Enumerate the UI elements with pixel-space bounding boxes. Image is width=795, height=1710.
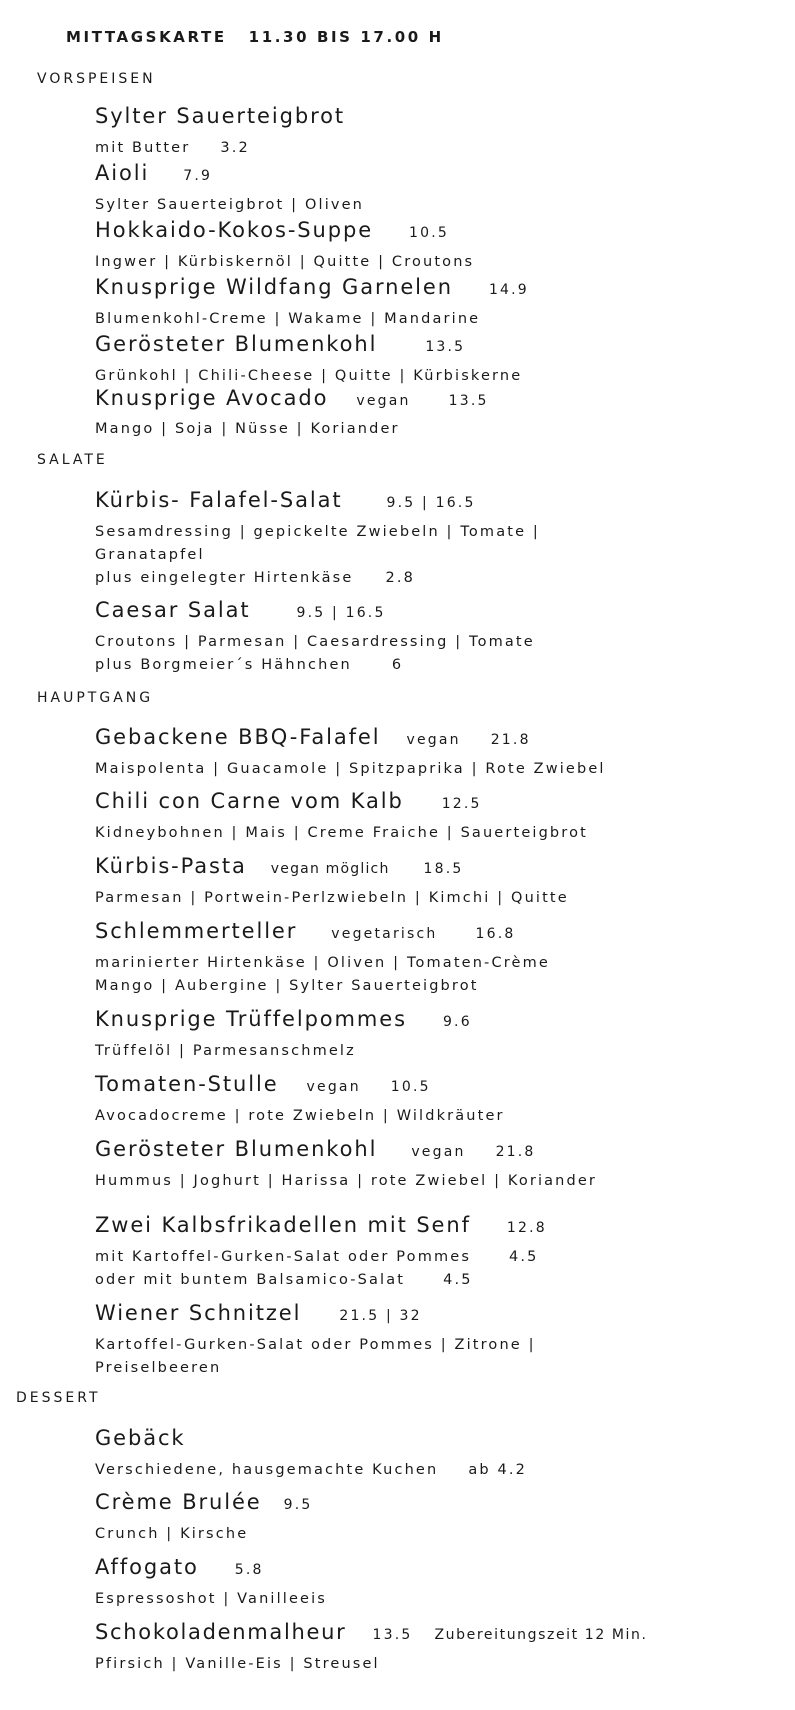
- item-price: 13.5: [425, 339, 466, 355]
- item-price: 18.5: [423, 861, 464, 877]
- item-name: Sylter Sauerteigbrot: [95, 104, 346, 128]
- item-desc: Mango | Soja | Nüsse | Koriander: [95, 421, 400, 437]
- item-desc: Sesamdressing | gepickelte Zwiebeln | Tomate |: [95, 524, 540, 540]
- item-price: 21.8: [495, 1144, 536, 1160]
- item-price: 9.5: [283, 1497, 313, 1513]
- item-price: 10.5: [409, 225, 449, 241]
- menu-item: [95, 856, 464, 877]
- item-name: Gebäck: [95, 1426, 186, 1450]
- item-price: 3.2: [220, 140, 250, 156]
- item-desc: mit Kartoffel-Gurken-Salat oder Pommes 4.5: [95, 1249, 539, 1265]
- menu-item: [95, 1215, 547, 1236]
- item-desc: Crunch | Kirsche: [95, 1526, 249, 1542]
- menu-item: [95, 1074, 431, 1095]
- item-price: 2.8: [385, 570, 415, 586]
- item-desc: Sylter Sauerteigbrot | Oliven: [95, 197, 365, 213]
- item-price: 5.8: [234, 1562, 264, 1578]
- item-price: 16.8: [475, 926, 516, 942]
- menu-item: [95, 388, 489, 409]
- item-name: Gerösteter Blumenkohl: [95, 1137, 378, 1161]
- menu-item: [95, 490, 476, 511]
- item-desc: Croutons | Parmesan | Caesardressing | Tomate: [95, 634, 535, 650]
- menu-item: [95, 1428, 186, 1449]
- menu-item: [95, 277, 529, 298]
- item-name: Affogato: [95, 1555, 199, 1579]
- item-price: 7.9: [183, 168, 213, 184]
- item-desc: Avocadocreme | rote Zwiebeln | Wildkräuter: [95, 1108, 505, 1124]
- item-desc: Ingwer | Kürbiskernöl | Quitte | Croutons: [95, 254, 475, 270]
- menu-item: [95, 106, 345, 127]
- menu-item: [95, 1009, 472, 1030]
- item-price: 9.5 | 16.5: [386, 495, 476, 511]
- item-price: 10.5: [390, 1079, 431, 1095]
- item-name: Zwei Kalbsfrikadellen mit Senf: [95, 1213, 471, 1237]
- item-name: Knusprige Avocado: [95, 386, 329, 410]
- section-title-hauptgang: HAUPTGANG: [37, 690, 154, 706]
- item-tag: vegan möglich: [270, 861, 390, 877]
- menu-item: [95, 334, 465, 355]
- menu-item: [95, 600, 386, 621]
- section-title-dessert: DESSERT: [16, 1390, 101, 1406]
- item-desc: Trüffelöl | Parmesanschmelz: [95, 1043, 356, 1059]
- menu-header: [66, 28, 444, 46]
- item-name: Schlemmerteller: [95, 919, 298, 943]
- item-price: 6: [391, 657, 404, 673]
- item-desc: Mango | Aubergine | Sylter Sauerteigbrot: [95, 978, 479, 994]
- menu-item: [95, 1139, 536, 1160]
- item-name: Caesar Salat: [95, 598, 251, 622]
- menu-item: [95, 1492, 313, 1513]
- item-name: Wiener Schnitzel: [95, 1301, 302, 1325]
- item-desc: marinierter Hirtenkäse | Oliven | Tomaten-Crème: [95, 955, 550, 971]
- item-price: 14.9: [488, 282, 529, 298]
- item-name: Knusprige Wildfang Garnelen: [95, 275, 453, 299]
- item-name: Hokkaido-Kokos-Suppe: [95, 218, 374, 242]
- item-name: Gerösteter Blumenkohl: [95, 332, 378, 356]
- item-desc: Hummus | Joghurt | Harissa | rote Zwiebel | Koriander: [95, 1173, 598, 1189]
- menu-item: [95, 163, 212, 184]
- item-desc: Blumenkohl-Creme | Wakame | Mandarine: [95, 311, 481, 327]
- section-title-vorspeisen: VORSPEISEN: [37, 71, 156, 87]
- item-desc: Pfirsich | Vanille-Eis | Streusel: [95, 1656, 380, 1672]
- item-price: ab 4.2: [468, 1462, 527, 1478]
- item-desc: Grünkohl | Chili-Cheese | Quitte | Kürbiskerne: [95, 368, 523, 384]
- menu-title: MITTAGSKARTE: [66, 28, 227, 46]
- item-desc: Kartoffel-Gurken-Salat oder Pommes | Zitrone |: [95, 1337, 536, 1353]
- item-tag: vegetarisch: [331, 926, 438, 942]
- item-tag: vegan: [356, 393, 411, 409]
- menu-item: [95, 1557, 264, 1578]
- menu-item: [95, 921, 515, 942]
- item-price: 9.6: [442, 1014, 472, 1030]
- item-desc: Maispolenta | Guacamole | Spitzpaprika | Rote Zwiebel: [95, 761, 606, 777]
- item-desc: Preiselbeeren: [95, 1360, 222, 1376]
- item-desc: Espressoshot | Vanilleeis: [95, 1591, 327, 1607]
- item-desc: mit Butter 3.2: [95, 140, 250, 156]
- item-desc: Parmesan | Portwein-Perlzwiebeln | Kimchi | Quitte: [95, 890, 569, 906]
- item-price: 4.5: [443, 1272, 473, 1288]
- item-desc: Verschiedene, hausgemachte Kuchen ab 4.2: [95, 1462, 527, 1478]
- item-name: Chili con Carne vom Kalb: [95, 789, 404, 813]
- item-name: Knusprige Trüffelpommes: [95, 1007, 407, 1031]
- item-name: Gebackene BBQ-Falafel: [95, 725, 381, 749]
- item-name: Schokoladenmalheur: [95, 1620, 347, 1644]
- item-name: Aioli: [95, 161, 150, 185]
- item-note: Zubereitungszeit 12 Min.: [434, 1627, 648, 1643]
- item-tag: vegan: [406, 732, 461, 748]
- item-price: 12.5: [441, 796, 482, 812]
- menu-item: [95, 220, 449, 241]
- menu-item: [95, 1303, 422, 1324]
- item-price: 21.5 | 32: [339, 1308, 422, 1324]
- item-desc: Kidneybohnen | Mais | Creme Fraiche | Sauerteigbrot: [95, 825, 588, 841]
- item-desc: Granatapfel: [95, 547, 205, 563]
- item-name: Kürbis-Pasta: [95, 854, 247, 878]
- menu-item: [95, 791, 482, 812]
- item-price: 9.5 | 16.5: [296, 605, 386, 621]
- item-price: 4.5: [509, 1249, 539, 1265]
- item-price: 12.8: [506, 1220, 547, 1236]
- menu-hours: 11.30 BIS 17.00 H: [248, 28, 444, 46]
- item-desc: plus Borgmeier´s Hähnchen 6: [95, 657, 404, 673]
- item-price: 13.5: [448, 393, 489, 409]
- menu-item: [95, 1622, 648, 1643]
- item-name: Crème Brulée: [95, 1490, 262, 1514]
- menu-item: [95, 727, 531, 748]
- item-desc: plus eingelegter Hirtenkäse 2.8: [95, 570, 415, 586]
- section-title-salate: SALATE: [37, 452, 108, 468]
- item-tag: vegan: [411, 1144, 466, 1160]
- item-name: Kürbis- Falafel-Salat: [95, 488, 343, 512]
- item-tag: vegan: [306, 1079, 361, 1095]
- item-price: 13.5: [372, 1627, 413, 1643]
- item-name: Tomaten-Stulle: [95, 1072, 279, 1096]
- item-desc: oder mit buntem Balsamico-Salat 4.5: [95, 1272, 473, 1288]
- item-price: 21.8: [490, 732, 531, 748]
